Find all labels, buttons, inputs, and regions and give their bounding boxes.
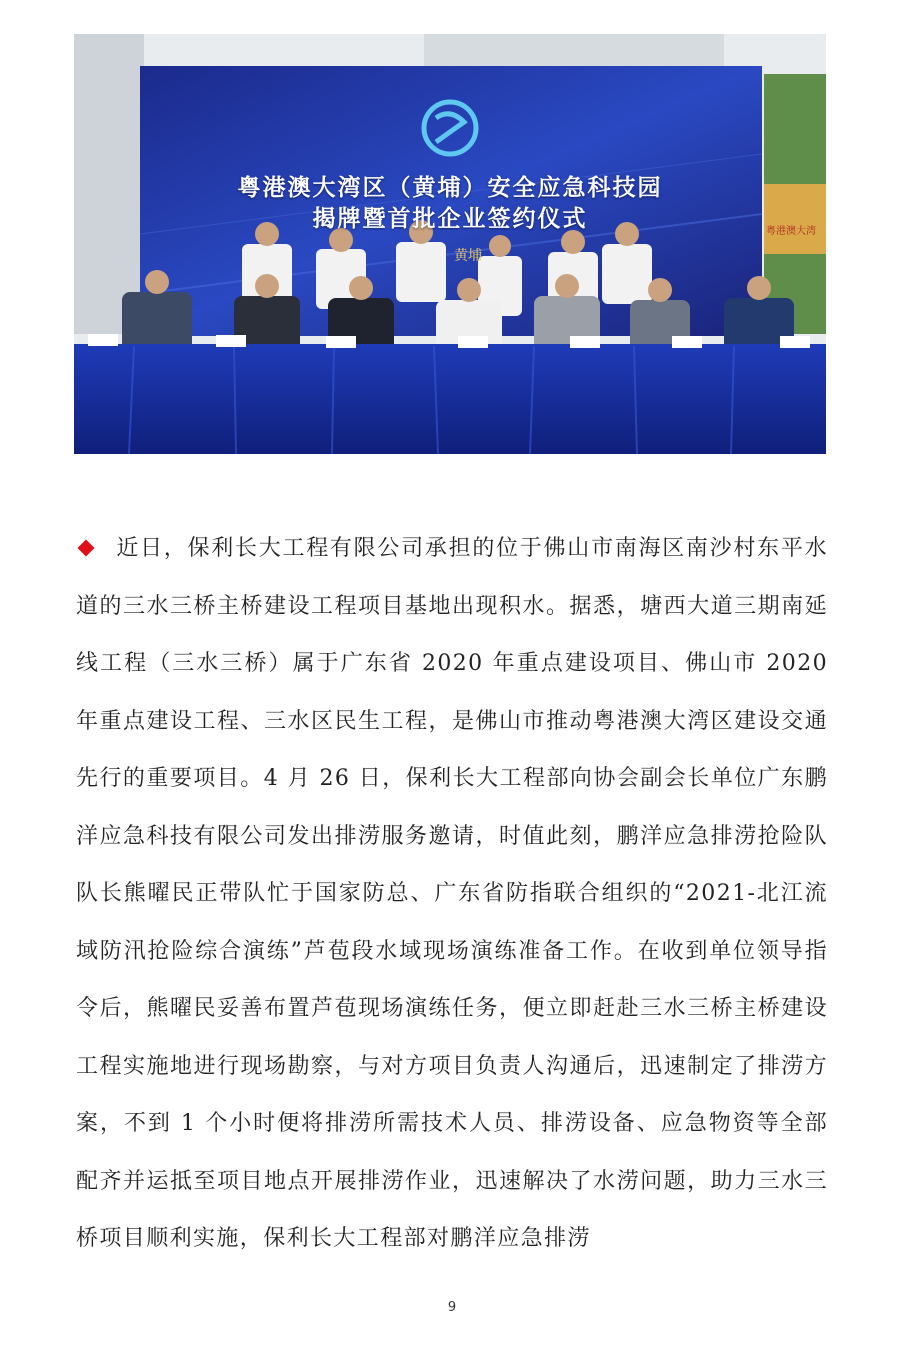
- event-photo: [74, 34, 826, 454]
- signing-ceremony-image: [74, 34, 826, 454]
- banner-title-line1: 粤港澳大湾区（黄埔）安全应急科技园: [237, 175, 663, 201]
- page-number: 9: [447, 1300, 457, 1315]
- banner-title-line2: 揭牌暨首批企业签约仪式: [312, 206, 588, 232]
- side-sign-text: 粤港澳大湾: [766, 226, 816, 237]
- banner-subtext: 黄埔: [454, 248, 482, 264]
- article-paragraph-text: 近日，保利长大工程有限公司承担的位于佛山市南海区南沙村东平水道的三水三桥主桥建设工程项目基地出现积水。据悉，塘西大道三期南延线工程（三水三桥）属于广东省 2020 年重点建设项目、佛山市 2020 年重点建设工程、三水区民生工程，是佛山市推动粤港澳大湾区建设交通先行的重要项目。4 月 26 日，保利长大工程部向协会副会长单位广东鹏洋应急科技有限公司发出排涝服务邀请，时值此刻，鹏洋应急排涝抢险队队长熊曜民正带队忙于国家防总、广东省防指联合组织的“2021-北江流域防汛抢险综合演练”芦苞段水域现场演练准备工作。在收到单位领导指令后，熊曜民妥善布置芦苞现场演练任务，便立即赶赴三水三桥主桥建设工程实施地进行现场勘察，与对方项目负责人沟通后，迅速制定了排涝方案，不到 1 个小时便将排涝所需技术人员、排涝设备、应急物资等全部配齐并运抵至项目地点开展排涝作业，迅速解决了水涝问题，助力三水三桥项目顺利实施，保利长大工程部对鹏洋应急排涝: [76, 536, 828, 1251]
- red-diamond-bullet-icon: [78, 540, 95, 557]
- article-paragraph: [76, 520, 828, 1268]
